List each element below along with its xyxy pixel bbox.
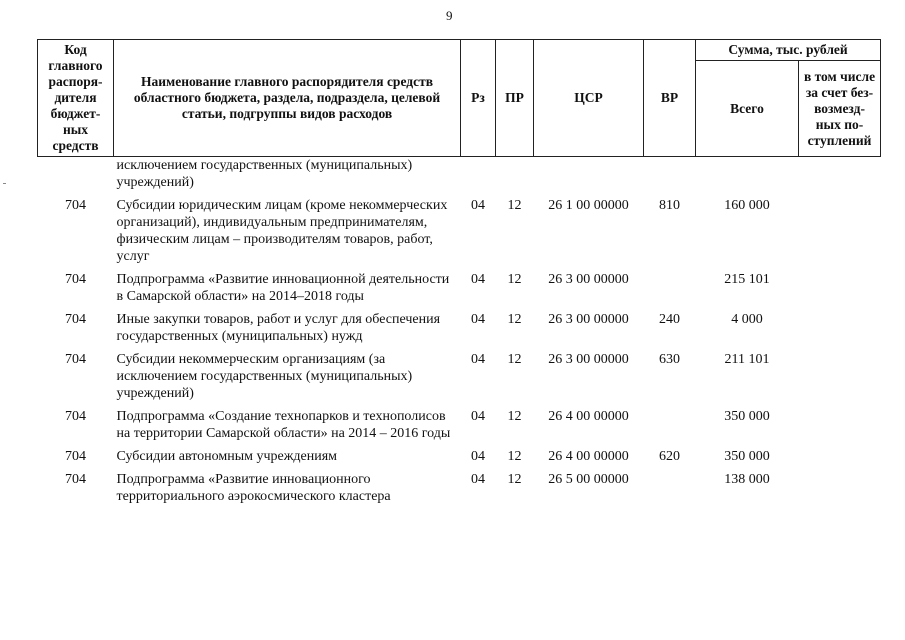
cell-vr — [644, 471, 696, 511]
cell-rz: 04 — [471, 272, 485, 287]
cell-rz: 04 — [471, 472, 485, 487]
cell-vr: 620 — [659, 449, 680, 464]
table-row — [38, 157, 881, 198]
cell-name: Субсидии некоммерческим организациям (за исключением государственных (муниципальных) учреждений) — [116, 352, 413, 401]
cell-vr: 810 — [659, 198, 680, 213]
cell-vr — [644, 271, 696, 311]
cell-csr: 26 4 00 00000 — [548, 409, 629, 424]
cell-vr: 240 — [659, 312, 680, 327]
cell-total: 350 000 — [724, 449, 770, 464]
cell-code: 704 — [65, 312, 86, 327]
cell-pr: 12 — [507, 472, 522, 487]
header-pr: ПР — [496, 40, 534, 157]
cell-code: 704 — [65, 198, 86, 213]
table-row — [38, 271, 881, 311]
margin-mark — [3, 183, 6, 184]
cell-rz: 04 — [471, 352, 485, 367]
header-code: Код главного распоря-дителя бюджет-ных средств — [38, 40, 114, 157]
cell-rz: 04 — [471, 409, 485, 424]
table-row — [38, 471, 881, 511]
cell-pr: 12 — [507, 198, 522, 213]
cell-name: исключением государственных (муниципальных) учреждений) — [116, 158, 413, 190]
cell-csr: 26 5 00 00000 — [548, 472, 629, 487]
header-free: в том числе за счет без-возмезд-ных по-ступлений — [799, 61, 881, 157]
cell-pr: 12 — [507, 352, 522, 367]
cell-pr: 12 — [507, 449, 522, 464]
cell-rz: 04 — [471, 198, 485, 213]
cell-code: 704 — [65, 449, 86, 464]
cell-free — [799, 197, 881, 271]
cell-csr: 26 3 00 00000 — [548, 312, 629, 327]
page-number: 9 — [446, 8, 453, 23]
table-row — [38, 351, 881, 408]
cell-total: 138 000 — [724, 472, 770, 487]
cell-vr: 630 — [659, 352, 680, 367]
cell-free — [799, 157, 881, 198]
cell-code: 704 — [65, 409, 86, 424]
cell-csr — [534, 157, 644, 198]
header-rz: Рз — [461, 40, 496, 157]
cell-free — [799, 471, 881, 511]
cell-code — [38, 157, 114, 198]
table-row — [38, 311, 881, 351]
table-header — [38, 40, 881, 157]
cell-free — [799, 408, 881, 448]
cell-name: Подпрограмма «Создание технопарков и технополисов на территории Самарской области» на 2014 – 2016 годы — [116, 409, 451, 441]
cell-csr: 26 1 00 00000 — [548, 198, 629, 213]
cell-pr: 12 — [507, 312, 522, 327]
cell-code: 704 — [65, 472, 86, 487]
cell-pr: 12 — [507, 409, 522, 424]
header-vr: ВР — [644, 40, 696, 157]
cell-name: Субсидии автономным учреждениям — [116, 449, 338, 464]
cell-name: Подпрограмма «Развитие инновационной деятельности в Самарской области» на 2014–2018 годы — [116, 272, 450, 304]
cell-pr: 12 — [507, 272, 522, 287]
cell-free — [799, 311, 881, 351]
table-row — [38, 408, 881, 448]
cell-total — [696, 157, 799, 198]
budget-table — [37, 39, 881, 511]
header-total: Всего — [696, 61, 799, 157]
table-row — [38, 448, 881, 471]
cell-name: Подпрограмма «Развитие инновационного территориального аэрокосмического кластера — [116, 472, 391, 504]
table-body — [38, 157, 881, 512]
cell-pr — [496, 157, 534, 198]
table-row — [38, 197, 881, 271]
cell-free — [799, 351, 881, 408]
cell-free — [799, 271, 881, 311]
cell-total: 160 000 — [724, 198, 770, 213]
header-sum-group: Сумма, тыс. рублей — [696, 40, 881, 61]
cell-total: 211 101 — [724, 352, 770, 367]
header-csr: ЦСР — [534, 40, 644, 157]
cell-csr: 26 4 00 00000 — [548, 449, 629, 464]
cell-name: Субсидии юридическим лицам (кроме некоммерческих организаций), индивидуальным предпринимателям, физическим лицам – производителям товаров, работ, услуг — [116, 198, 448, 264]
header-name: Наименование главного распорядителя средств областного бюджета, раздела, подраздела, целевой статьи, подгруппы видов расходов — [114, 40, 461, 157]
cell-code: 704 — [65, 352, 86, 367]
cell-total: 4 000 — [731, 312, 763, 327]
cell-vr — [644, 157, 696, 198]
cell-code: 704 — [65, 272, 86, 287]
cell-csr: 26 3 00 00000 — [548, 352, 629, 367]
cell-total: 215 101 — [724, 272, 770, 287]
cell-rz — [461, 157, 496, 198]
cell-csr: 26 3 00 00000 — [548, 272, 629, 287]
cell-free — [799, 448, 881, 471]
cell-rz: 04 — [471, 449, 485, 464]
cell-vr — [644, 408, 696, 448]
cell-name: Иные закупки товаров, работ и услуг для обеспечения государственных (муниципальных) нужд — [116, 312, 441, 344]
cell-total: 350 000 — [724, 409, 770, 424]
cell-rz: 04 — [471, 312, 485, 327]
